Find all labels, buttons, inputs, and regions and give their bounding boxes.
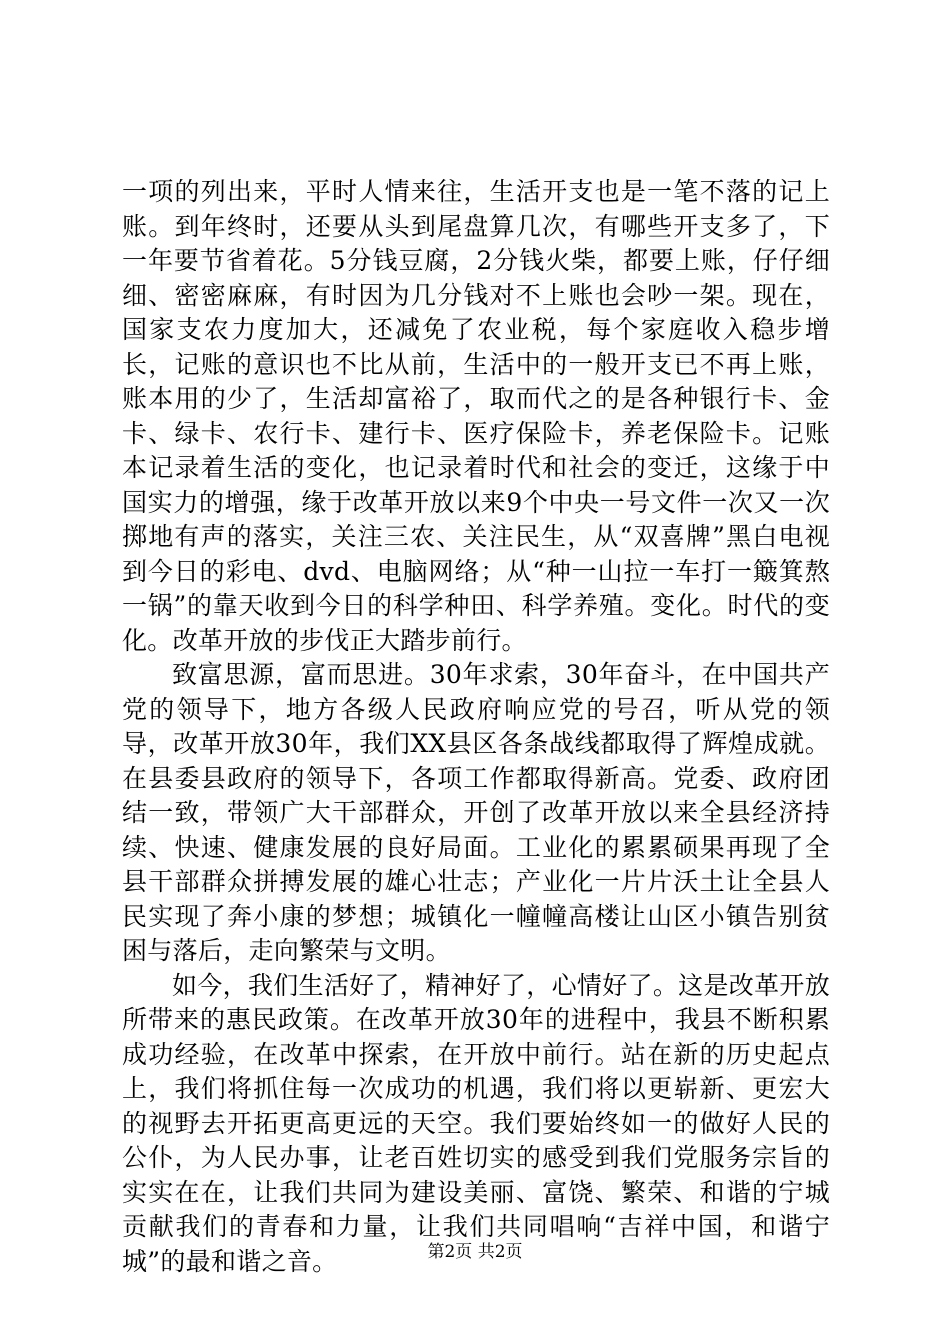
paragraph-prosperity: 致富思源，富而思进。30年求索，30年奋斗，在中国共产党的领导下，地方各级人民政府响应党的号召，听从党的领导，改革开放30年，我们XX县区各条战线都取得了辉煌成就。在县委县政府的领导下，各项工作都取得新高。党委、政府团结一致，带领广大干部群众，开创了改革开放以来全县经济持续、快速、健康发展的良好局面。工业化的累累硕果再现了全县干部群众拼搏发展的雄心壮志；产业化一片片沃土让全县人民实现了奔小康的梦想；城镇化一幢幢高楼让山区小镇告别贫困与落后，走向繁荣与文明。 (122, 660, 830, 965)
paragraph-continuation: 一项的列出来，平时人情来往，生活开支也是一笔不落的记上账。到年终时，还要从头到尾盘算几次，有哪些开支多了，下一年要节省着花。5分钱豆腐，2分钱火柴，都要上账，仔仔细细、密密麻麻，有时因为几分钱对不上账也会吵一架。现在，国家支农力度加大，还减免了农业税，每个家庭收入稳步增长，记账的意识也不比从前，生活中的一般开支已不再上账，账本用的少了，生活却富裕了，取而代之的是各种银行卡、金卡、绿卡、农行卡、建行卡、医疗保险卡，养老保险卡。记账本记录着生活的变化，也记录着时代和社会的变迁，这缘于中国实力的增强，缘于改革开放以来9个中央一号文件一次又一次掷地有声的落实，关注三农、关注民生，从“双喜牌”黑白电视到今日的彩电、dvd、电脑网络；从“种一山拉一车打一簸箕熬一锅”的靠天收到今日的科学种田、科学养殖。变化。时代的变化。改革开放的步伐正大踏步前行。 (122, 177, 830, 655)
document-body (122, 175, 830, 1279)
page-footer: 第2页 共2页 (427, 1242, 523, 1262)
paragraph-conclusion: 如今，我们生活好了，精神好了，心情好了。这是改革开放所带来的惠民政策。在改革开放30年的进程中，我县不断积累成功经验，在改革中探索，在开放中前行。站在新的历史起点上，我们将抓住每一次成功的机遇，我们将以更崭新、更宏大的视野去开拓更高更远的天空。我们要始终如一的做好人民的公仆，为人民办事，让老百姓切实的感受到我们党服务宗旨的实实在在，让我们共同为建设美丽、富饶、繁荣、和谐的宁城贡献我们的青春和力量，让我们共同唱响“吉祥中国，和谐宁城”的最和谐之音。 (122, 970, 830, 1276)
